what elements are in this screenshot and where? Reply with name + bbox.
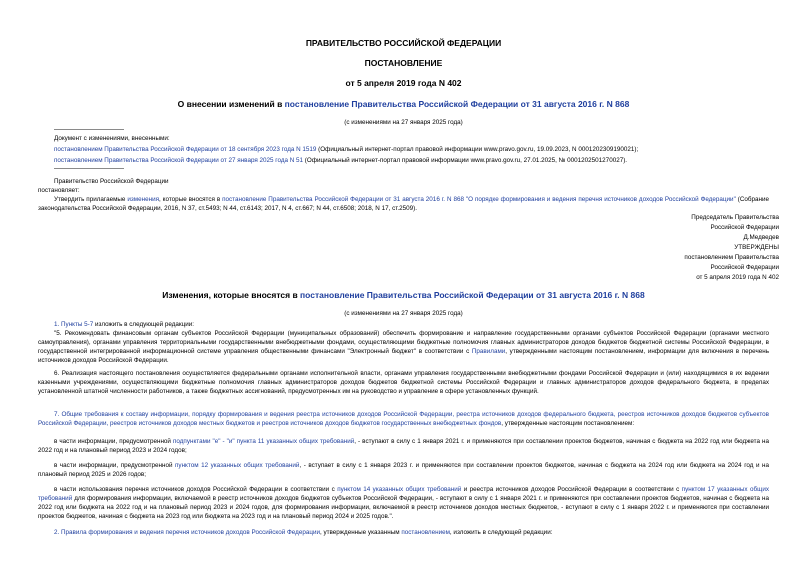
paragraph-5-text: "5. Рекомендовать финансовым органам субъектов Российской Федерации (муниципальных образований) обеспечить формирование и направление государственными органами субъектов Российской Федерации (органами местного самоуправления), органами управления территориальными государственными внебюджетными фондами, осуществляющими бюджетные полномочия главных администраторов доходов бюджетов бюджетной системы Российской Федерации, в государственной интегрированной информационной системе управления общественными финансами "Электронный бюджет" в соответствии с — [38, 330, 769, 355]
approve-text-mid: , которые вносятся в — [159, 196, 223, 203]
paragraph-7c — [38, 485, 769, 521]
approve-text-rest: (Собрание законодательства Российской Федерации, 2016, N 37, ст.5493; N 44, ст.6143; 2017, N 4, ст.667; N 44, ст.6508; 2018, N 17, ст.2509). — [38, 196, 769, 212]
change-item-text: (Официальный интернет-портал правовой информации www.pravo.gov.ru, 27.01.2025, № 0001202501270027). — [303, 157, 628, 164]
paragraph-7a-rest: , - вступают в силу с 1 января 2021 г. и применяются при составлении проектов бюджетов, начиная с бюджета на 2022 год или бюджета на 2022 год и на плановый период 2023 и 2024 годов; — [38, 438, 769, 454]
changes-intro: Документ с изменениями, внесенными: — [54, 135, 170, 142]
paragraph-7c-mid: и реестра источников доходов Российской Федерации в соответствии с — [461, 486, 682, 493]
change-item — [54, 156, 627, 165]
changes-title — [0, 290, 807, 300]
item-14-link[interactable]: пунктом 14 указанных общих требований — [337, 486, 462, 493]
paragraph-7-rest: , утвержденные настоящим постановлением: — [501, 420, 635, 427]
document-date-number: от 5 апреля 2019 года N 402 — [345, 78, 462, 88]
preamble-resolves: постановляет: — [38, 187, 80, 194]
approved-stamp: УТВЕРЖДЕНЫ — [734, 244, 779, 251]
government-heading: ПРАВИТЕЛЬСТВО РОССИЙСКОЙ ФЕДЕРАЦИИ — [305, 38, 502, 48]
signature-position-2: Российской Федерации — [710, 224, 779, 231]
approved-date: от 5 апреля 2019 года N 402 — [696, 274, 779, 281]
paragraph-5-rest: , утвержденными настоящим постановлением, информации для включения в перечень источников доходов Российской Федерации. — [38, 348, 769, 364]
item-1 — [54, 320, 194, 329]
change-item — [54, 145, 638, 154]
signature-name: Д.Медведев — [743, 234, 779, 241]
paragraph-7b — [38, 461, 769, 479]
revision-note: (с изменениями на 27 января 2025 года) — [344, 119, 463, 126]
paragraph-7b-rest: , - вступает в силу с 1 января 2023 г. и применяются при составлении проектов бюджетов, начиная с бюджета на 2024 год или бюджета на 2024 год и на плановый период 2025 и 2026 годов; — [38, 462, 770, 478]
rules-link[interactable]: Правилами — [471, 348, 506, 355]
item-2-rest: , изложить в следующей редакции: — [449, 529, 553, 536]
rules-formation-link[interactable]: Правила формирования и ведения перечня источников доходов Российской Федерации — [61, 529, 320, 536]
document-title — [0, 99, 807, 109]
items-5-7-link[interactable]: Пункты 5-7 — [61, 321, 94, 328]
paragraph-7c-text: в части использования перечня источников доходов Российской Федерации в соответствии с — [54, 486, 338, 493]
paragraph-7 — [38, 410, 769, 428]
decree-link[interactable]: постановлением — [401, 529, 450, 536]
paragraph-7b-text: в части информации, предусмотренной — [54, 462, 176, 469]
changes-bottom-rule — [54, 168, 124, 169]
item-1-number: 1. — [54, 321, 62, 328]
paragraph-7c-rest: для формирования информации, включаемой в реестр источников доходов бюджетов субъектов Российской Федерации, - вступают в силу с 1 января 2021 г. и применяются при составлении проектов бюджетов, начиная с бюджета на 2022 год или бюджета на 2022 год и на плановый период 2023 и 2024 годов, для формирования информации, включаемой в реестр источников доходов местных бюджетов, - вступают в силу с 1 января 2022 г. и применяются при составлении проектов бюджетов, начиная с бюджета на 2023 год или бюджета на 2023 год и на плановый период 2024 и 2025 годов.". — [38, 495, 769, 520]
item-2-number: 2. — [54, 529, 62, 536]
document-type: ПОСТАНОВЛЕНИЕ — [364, 58, 443, 68]
paragraph-5 — [38, 329, 769, 365]
item-17-link[interactable]: пунктом 17 указанных общих требований — [38, 486, 769, 502]
decree-868-link[interactable]: постановление Правительства Российской Федерации от 31 августа 2016 г. N 868 "О порядке формирования и ведения перечня источников доходов Российской Федерации" — [222, 196, 736, 203]
amended-decree-link[interactable]: постановление Правительства Российской Федерации от 31 августа 2016 г. N 868 — [284, 99, 630, 109]
change-item-text: (Официальный интернет-портал правовой информации www.pravo.gov.ru, 19.09.2023, N 0001202309190021); — [316, 146, 639, 153]
changes-title-link[interactable]: постановление Правительства Российской Федерации от 31 августа 2016 г. N 868 — [300, 290, 645, 300]
changes-revision-note: (с изменениями на 27 января 2025 года) — [344, 310, 463, 317]
signature-position-1: Председатель Правительства — [691, 214, 779, 221]
approve-paragraph — [38, 195, 769, 213]
item-12-link[interactable]: пунктом 12 указанных общих требований — [175, 462, 300, 469]
change-item-link[interactable]: постановлением Правительства Российской Федерации от 18 сентября 2023 года N 1519 — [54, 146, 317, 153]
changes-top-rule — [54, 129, 124, 130]
approved-by-1: постановлением Правительства — [684, 254, 779, 261]
item-2-mid: , утвержденные указанным — [320, 529, 402, 536]
general-requirements-link[interactable]: Общие требования к составу информации, порядку формирования и ведения реестра источников доходов Российской Федерации, реестра источников доходов федерального бюджета, реестров источников доходов бюджетов субъектов Российской Федерации, реестров источников доходов местных бюджетов и реестров источников доходов бюджетов государственных внебюджетных фондов — [38, 411, 769, 427]
paragraph-7a-text: в части информации, предусмотренной — [54, 438, 173, 445]
approve-text: Утвердить прилагаемые — [54, 196, 128, 203]
changes-title-prefix: Изменения, которые вносятся в — [162, 290, 301, 300]
subitems-e-i-link[interactable]: подпунктами "е" - "и" пункта 11 указанных общих требований — [172, 438, 355, 445]
paragraph-6: 6. Реализация настоящего постановления осуществляется федеральными органами исполнительной власти, органами управления государственными внебюджетными фондами Российской Федерации и (или) находящимися в их ведении казенными учреждениями, осуществляющими бюджетные полномочия главных администраторов доходов бюджетов бюджетной системы Российской Федерации и главных администраторов доходов федерального бюджета, в пределах установленной штатной численности работников, а также бюджетных ассигнований, предусмотренных им на руководство и управление в сфере установленных функций. — [38, 370, 769, 395]
document-title-prefix: О внесении изменений в — [177, 99, 285, 109]
changes-link[interactable]: изменения — [127, 196, 159, 203]
paragraph-7a — [38, 437, 769, 455]
paragraph-7-number: 7. — [54, 411, 62, 418]
item-2 — [54, 528, 552, 537]
change-item-link[interactable]: постановлением Правительства Российской Федерации от 27 января 2025 года N 51 — [54, 157, 304, 164]
approved-by-2: Российской Федерации — [710, 264, 779, 271]
preamble-government: Правительство Российской Федерации — [54, 178, 169, 185]
item-1-text: изложить в следующей редакции: — [93, 321, 195, 328]
